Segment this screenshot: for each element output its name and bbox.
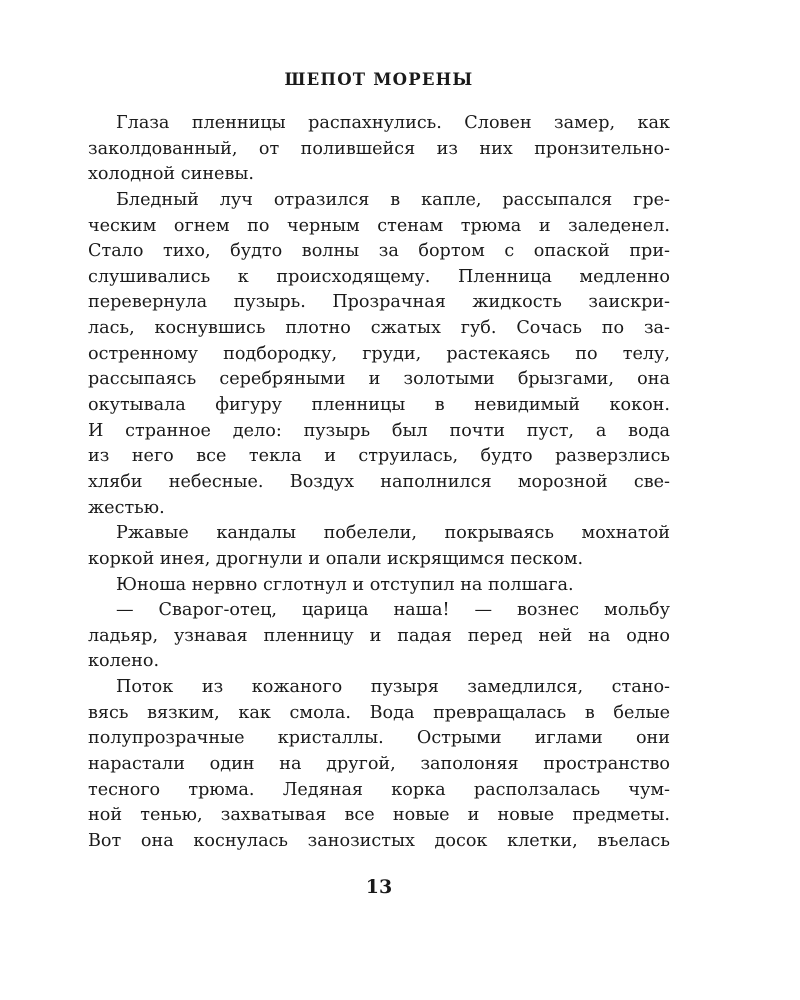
text-line: из него все текла и струилась, будто разверзлись	[88, 446, 670, 467]
text-line: Поток из кожаного пузыря замедлился, стано-	[116, 677, 670, 698]
text-line: рассыпаясь серебряными и золотыми брызгами, она	[88, 369, 670, 390]
text-line: — Сварог-отец, царица наша! — вознес мольбу	[116, 600, 670, 621]
text-line: ладьяр, узнавая пленницу и падая перед ней на одно	[88, 625, 670, 646]
text-line: вясь вязким, как смола. Вода превращалась в белые	[88, 702, 670, 723]
text-line: холодной синевы.	[88, 164, 254, 185]
text-line: ной тенью, захватывая все новые и новые предметы.	[88, 805, 670, 826]
text-line: колено.	[88, 651, 160, 672]
text-line: заколдованный, от полившейся из них пронзительно-	[88, 138, 670, 159]
text-line: Юноша нервно сглотнул и отступил на полшага.	[116, 574, 574, 595]
running-head: ШЕПОТ МОРЕНЫ	[284, 70, 474, 89]
text-line: жестью.	[88, 497, 165, 518]
text-line: слушивались к происходящему. Пленница медленно	[88, 266, 670, 287]
text-line: И странное дело: пузырь был почти пуст, а вода	[88, 420, 670, 441]
text-line: коркой инея, дрогнули и опали искрящимся песком.	[88, 548, 584, 569]
text-line: окутывала фигуру пленницы в невидимый кокон.	[88, 395, 670, 416]
text-line: остренному подбородку, груди, растекаясь по телу,	[88, 343, 670, 364]
text-line: перевернула пузырь. Прозрачная жидкость заискри-	[88, 292, 670, 313]
text-line: Ржавые кандалы побелели, покрываясь мохнатой	[116, 523, 670, 544]
text-line: Стало тихо, будто волны за бортом с опаской при-	[88, 241, 670, 262]
text-line: нарастали один на другой, заполоняя пространство	[88, 754, 670, 775]
text-line: полупрозрачные кристаллы. Острыми иглами они	[88, 728, 670, 749]
page-number: 13	[365, 876, 393, 898]
text-line: тесного трюма. Ледяная корка расползалась чум-	[88, 779, 670, 800]
text-line: Глаза пленницы распахнулись. Словен замер, как	[116, 113, 670, 133]
text-line: Вот она коснулась занозистых досок клетки, въелась	[88, 830, 670, 851]
text-line: хляби небесные. Воздух наполнился морозной све-	[88, 471, 670, 492]
body-text	[88, 111, 670, 855]
text-line: лась, коснувшись плотно сжатых губ. Сочась по за-	[88, 318, 670, 339]
text-line: ческим огнем по черным стенам трюма и заледенел.	[88, 215, 670, 236]
book-page	[88, 0, 670, 1000]
text-line: Бледный луч отразился в капле, рассыпался гре-	[116, 189, 670, 210]
